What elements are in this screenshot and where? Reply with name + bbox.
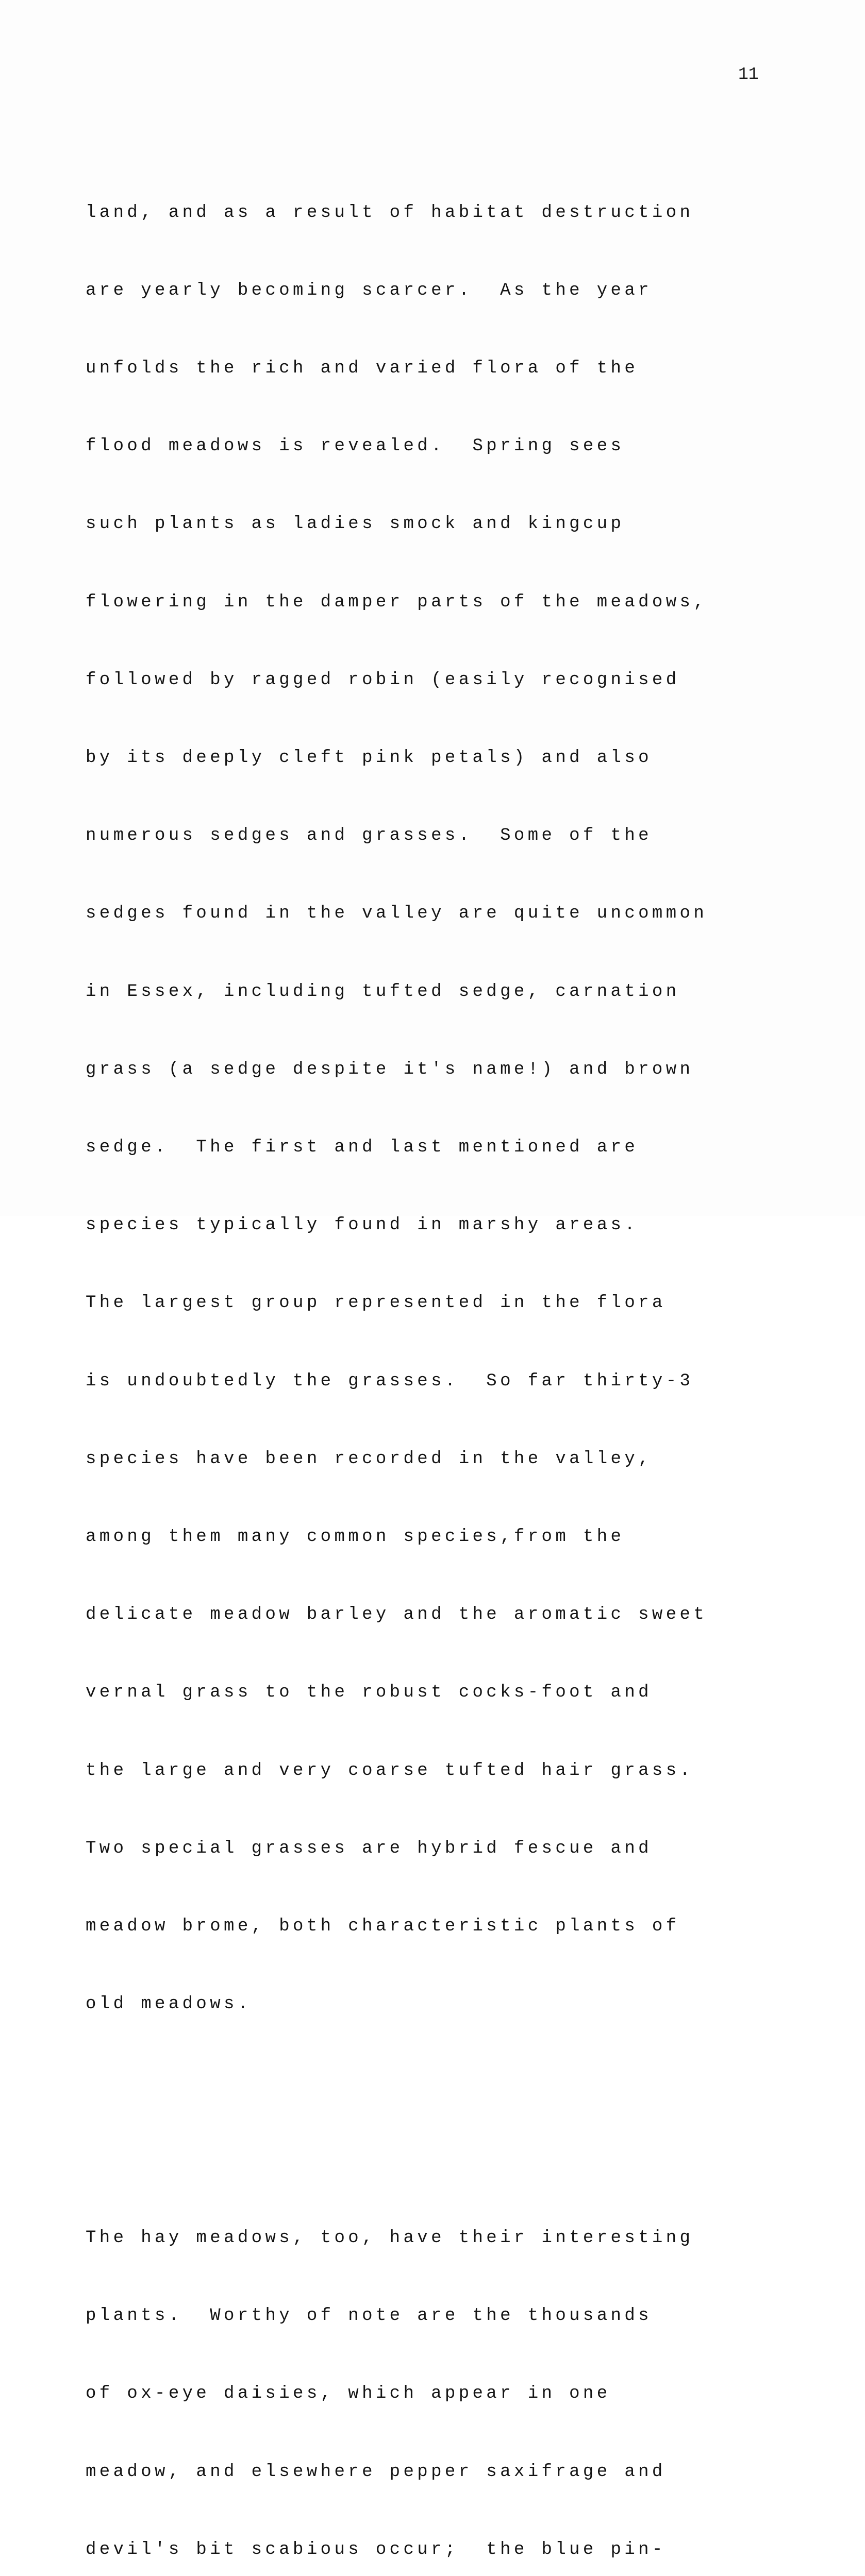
text-line: among them many common species,from the [86, 1527, 625, 1547]
text-line: species have been recorded in the valley, [86, 1449, 652, 1469]
text-line: is undoubtedly the grasses. So far thirty-3 [86, 1371, 694, 1391]
body-text [86, 96, 807, 2576]
text-line: delicate meadow barley and the aromatic sweet [86, 1605, 708, 1625]
text-line: sedges found in the valley are quite uncommon [86, 904, 708, 924]
text-line: land, and as a result of habitat destruction [86, 202, 694, 223]
paragraph-hay-meadows [86, 2173, 807, 2576]
text-line: grass (a sedge despite it's name!) and brown [86, 1059, 694, 1079]
text-line: flowering in the damper parts of the meadows, [86, 592, 708, 612]
text-line: sedge. The first and last mentioned are [86, 1138, 639, 1158]
text-line: The largest group represented in the flora [86, 1293, 666, 1313]
text-line: meadow brome, both characteristic plants of [86, 1917, 680, 1937]
text-line: such plants as ladies smock and kingcup [86, 514, 625, 534]
text-line: are yearly becoming scarcer. As the year [86, 280, 652, 300]
text-line: The hay meadows, too, have their interesting [86, 2228, 694, 2248]
text-line: followed by ragged robin (easily recognised [86, 670, 680, 690]
text-line: the large and very coarse tufted hair grass. [86, 1760, 694, 1781]
text-line: numerous sedges and grasses. Some of the [86, 826, 652, 846]
text-line: of ox-eye daisies, which appear in one [86, 2384, 611, 2404]
text-line: Two special grasses are hybrid fescue and [86, 1838, 652, 1858]
page-number: 11 [738, 65, 759, 84]
text-line: by its deeply cleft pink petals) and also [86, 748, 652, 768]
text-line: old meadows. [86, 1994, 252, 2014]
paragraph-flora [86, 148, 807, 2070]
text-line: vernal grass to the robust cocks-foot and [86, 1683, 652, 1703]
text-line: species typically found in marshy areas. [86, 1215, 639, 1235]
text-line: devil's bit scabious occur; the blue pin- [86, 2539, 666, 2560]
text-line: unfolds the rich and varied flora of the [86, 359, 639, 379]
text-line: meadow, and elsewhere pepper saxifrage and [86, 2462, 666, 2482]
text-line: flood meadows is revealed. Spring sees [86, 436, 625, 456]
text-line: plants. Worthy of note are the thousands [86, 2306, 652, 2326]
text-line: in Essex, including tufted sedge, carnation [86, 981, 680, 1002]
